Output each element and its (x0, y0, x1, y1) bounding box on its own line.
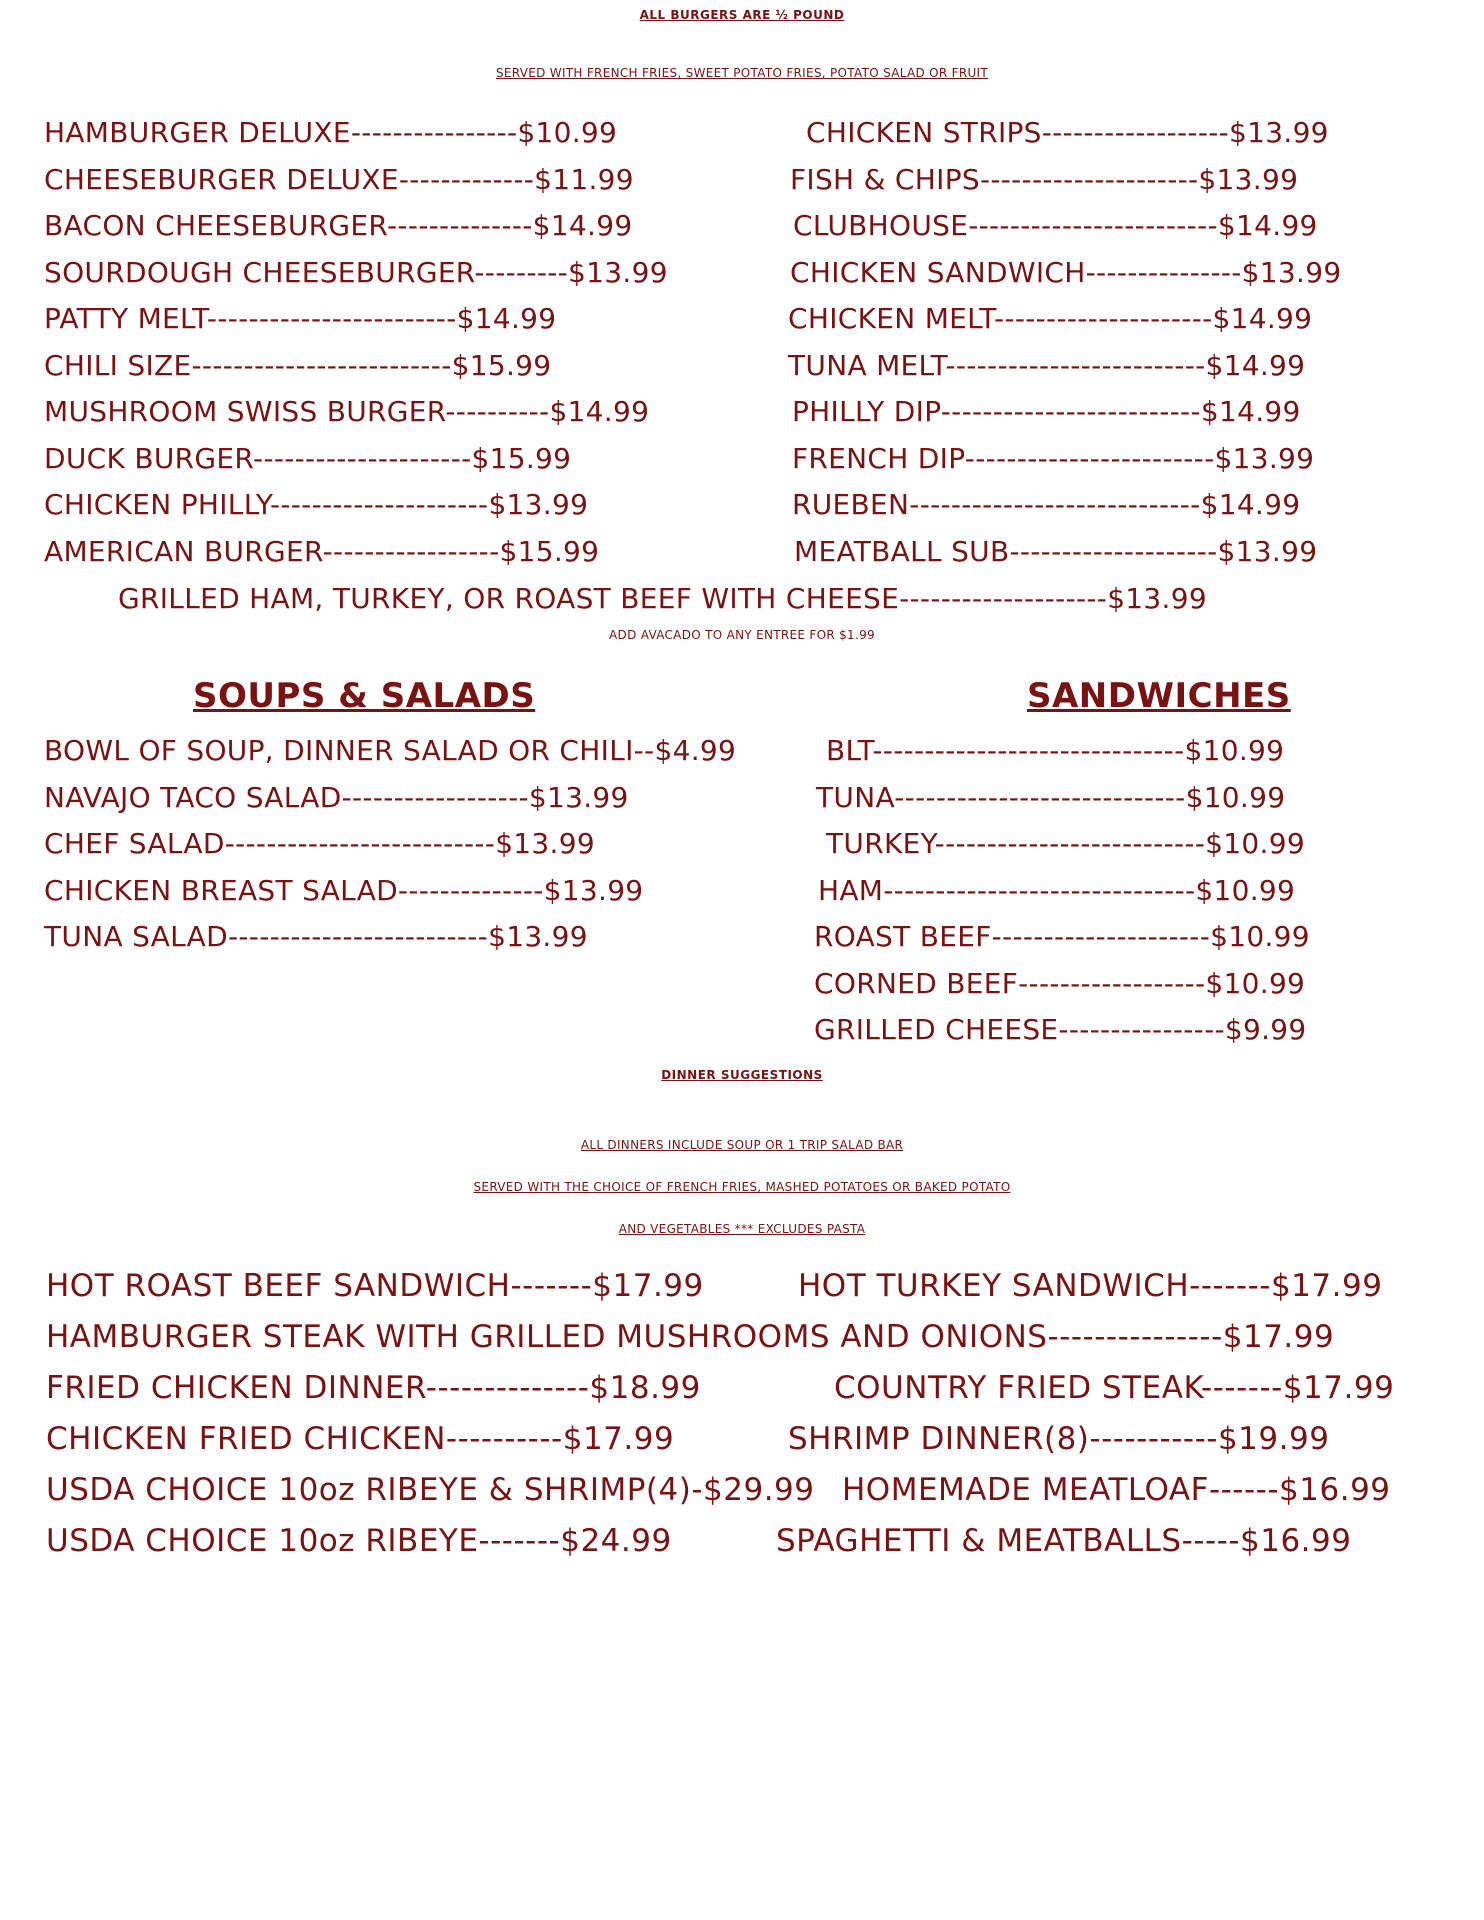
menu-item: HAMBURGER DELUXE----------------$10.99 (44, 116, 618, 149)
sandwiches-heading: SANDWICHES (1027, 676, 1291, 716)
menu-item: HAM------------------------------$10.99 (818, 874, 1296, 907)
menu-item: CHEF SALAD--------------------------$13.99 (44, 827, 595, 860)
menu-item: CHILI SIZE-------------------------$15.99 (44, 349, 552, 382)
menu-item: DUCK BURGER---------------------$15.99 (44, 442, 572, 475)
menu-item: BOWL OF SOUP, DINNER SALAD OR CHILI--$4.99 (44, 734, 737, 767)
dinner-heading: DINNER SUGGESTIONS (661, 1068, 823, 1082)
menu-item: CHEESEBURGER DELUXE-------------$11.99 (44, 163, 634, 196)
menu-item: CHICKEN PHILLY---------------------$13.99 (44, 488, 589, 521)
menu-item: TUNA SALAD-------------------------$13.99 (44, 920, 588, 953)
dinner-item: HOT ROAST BEEF SANDWICH-------$17.99 (46, 1268, 704, 1304)
avocado-note: ADD AVACADO TO ANY ENTREE FOR $1.99 (609, 628, 875, 642)
menu-item: BLT------------------------------$10.99 (826, 734, 1285, 767)
menu-item: GRILLED CHEESE----------------$9.99 (814, 1013, 1307, 1046)
menu-item: AMERICAN BURGER-----------------$15.99 (44, 535, 600, 568)
menu-item: SOURDOUGH CHEESEBURGER---------$13.99 (44, 256, 668, 289)
menu-item: RUEBEN----------------------------$14.99 (792, 488, 1301, 521)
dinner-item: HAMBURGER STEAK WITH GRILLED MUSHROOMS AND ONIONS---------------$17.99 (46, 1319, 1335, 1355)
menu-item-grilled-combo: GRILLED HAM, TURKEY, OR ROAST BEEF WITH CHEESE--------------------$13.99 (118, 582, 1207, 615)
dinner-item: USDA CHOICE 10oz RIBEYE & SHRIMP(4)-$29.99 (46, 1472, 815, 1508)
menu-item: TURKEY--------------------------$10.99 (826, 827, 1305, 860)
menu-item: ROAST BEEF---------------------$10.99 (814, 920, 1310, 953)
menu-item: CHICKEN MELT---------------------$14.99 (788, 302, 1313, 335)
menu-item: BACON CHEESEBURGER--------------$14.99 (44, 209, 633, 242)
dinner-item: CHICKEN FRIED CHICKEN----------$17.99 (46, 1421, 675, 1457)
dinner-item: USDA CHOICE 10oz RIBEYE-------$24.99 (46, 1523, 672, 1559)
soups-salads-heading: SOUPS & SALADS (193, 676, 536, 716)
dinner-item: SPAGHETTI & MEATBALLS-----$16.99 (776, 1523, 1352, 1559)
menu-item: MUSHROOM SWISS BURGER----------$14.99 (44, 395, 650, 428)
dinner-item: HOT TURKEY SANDWICH-------$17.99 (798, 1268, 1383, 1304)
menu-item: MEATBALL SUB--------------------$13.99 (794, 535, 1318, 568)
menu-item: CHICKEN BREAST SALAD--------------$13.99 (44, 874, 644, 907)
menu-item: FRENCH DIP------------------------$13.99 (792, 442, 1315, 475)
dinner-note-1: ALL DINNERS INCLUDE SOUP OR 1 TRIP SALAD BAR (580, 1138, 904, 1152)
menu-item: CLUBHOUSE------------------------$14.99 (793, 209, 1318, 242)
burgers-subtitle: SERVED WITH FRENCH FRIES, SWEET POTATO FRIES, POTATO SALAD OR FRUIT (495, 66, 989, 80)
dinner-note-3: AND VEGETABLES *** EXCLUDES PASTA (618, 1222, 866, 1236)
menu-item: PATTY MELT------------------------$14.99 (44, 302, 557, 335)
dinner-item: COUNTRY FRIED STEAK-------$17.99 (834, 1370, 1395, 1406)
menu-item: TUNA----------------------------$10.99 (816, 781, 1286, 814)
dinner-item: FRIED CHICKEN DINNER--------------$18.99 (46, 1370, 701, 1406)
menu-item: TUNA MELT-------------------------$14.99 (788, 349, 1306, 382)
burgers-title: ALL BURGERS ARE ½ POUND (639, 8, 845, 22)
menu-item: NAVAJO TACO SALAD------------------$13.99 (44, 781, 629, 814)
dinner-item: SHRIMP DINNER(8)-----------$19.99 (788, 1421, 1330, 1457)
dinner-item: HOMEMADE MEATLOAF------$16.99 (842, 1472, 1391, 1508)
menu-item: CHICKEN SANDWICH---------------$13.99 (790, 256, 1342, 289)
dinner-note-2: SERVED WITH THE CHOICE OF FRENCH FRIES, MASHED POTATOES OR BAKED POTATO (473, 1180, 1011, 1194)
menu-item: FISH & CHIPS---------------------$13.99 (790, 163, 1299, 196)
menu-item: CHICKEN STRIPS------------------$13.99 (806, 116, 1329, 149)
menu-item: PHILLY DIP-------------------------$14.99 (792, 395, 1301, 428)
menu-item: CORNED BEEF------------------$10.99 (814, 967, 1306, 1000)
